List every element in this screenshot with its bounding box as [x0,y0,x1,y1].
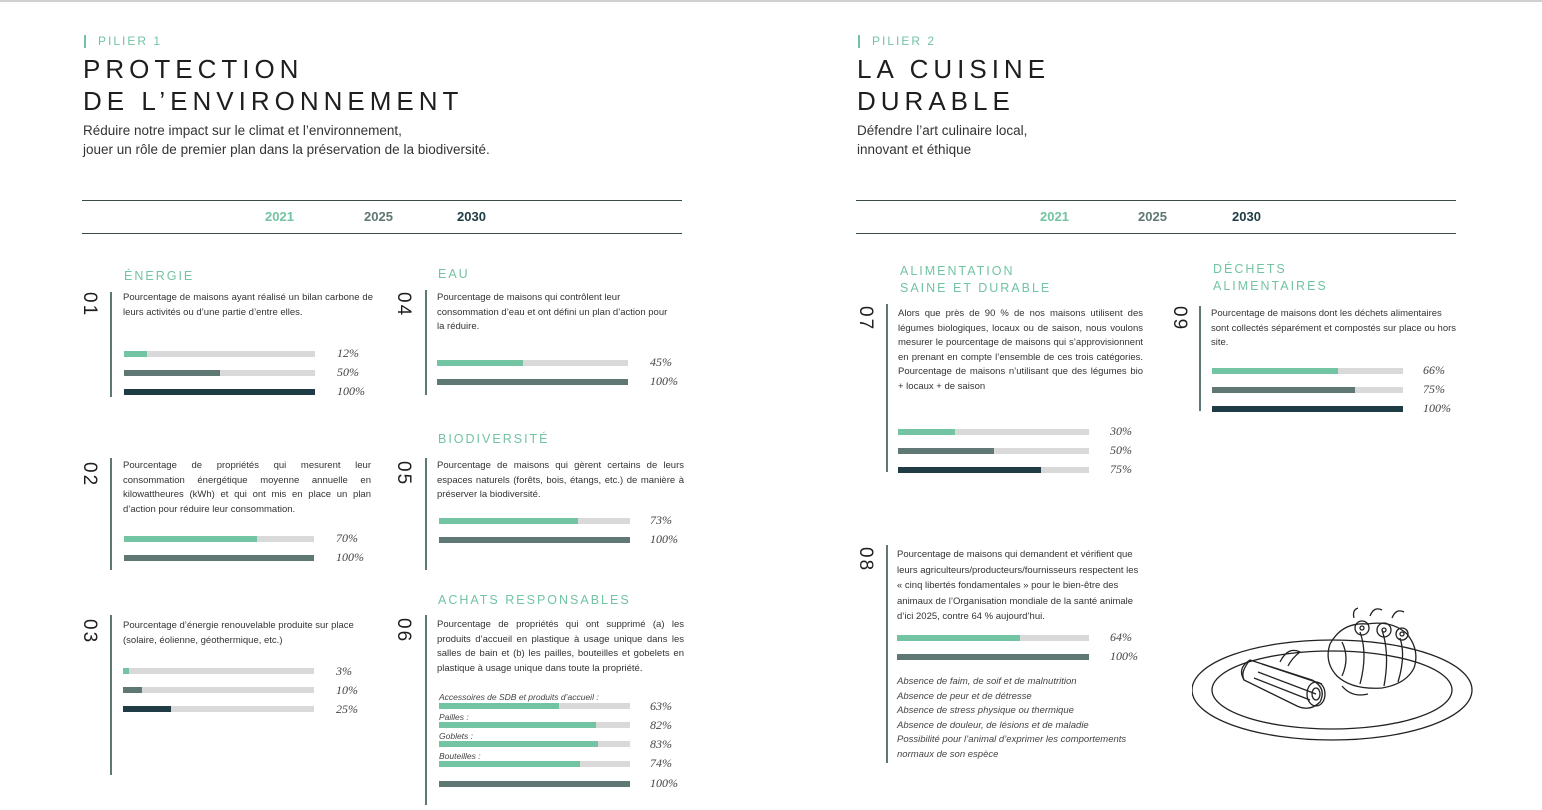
item-07-value-2030: 75% [1110,462,1132,476]
bar-fill [439,518,578,524]
item-08-bar-2025 [897,654,1089,660]
item-05-rule [425,458,427,570]
section-line: ALIMENTAIRES [1213,279,1328,293]
freedom-item: normaux de son espèce [897,748,999,760]
item-number-04: 04 [393,292,414,318]
item-number-07: 07 [855,306,876,332]
section-biodiversite: BIODIVERSITÉ [438,432,550,446]
bar-fill [123,687,142,693]
item-number-08: 08 [855,547,876,573]
section-line: ALIMENTATION [900,264,1015,278]
item-07-bar-2025 [898,448,1089,454]
item-06-bar-goblets [439,741,630,747]
pillar1-title [83,53,463,117]
item-09-value-2030: 100% [1423,401,1451,415]
item-06-caption-goblets: Goblets : [439,731,474,741]
five-freedoms-list [897,675,1147,762]
item-06-value-pailles: 82% [650,718,672,732]
item-07-rule [886,304,888,472]
item-04-value-2021: 45% [650,355,672,369]
item-06-bar-bouteilles [439,761,630,767]
item-08-description: Pourcentage de maisons qui demandent et vérifient que leurs agriculteurs/producteurs/fournisseurs respectent les « cinq libertés fondamentales » pour le bien-être des animaux de l’Organisation mondiale de la santé animale d’ici 2025, contre 64 % aujourd’hui. [897,549,1139,622]
item-05-description: Pourcentage de maisons qui gèrent certains de leurs espaces naturels (forêts, bois, étangs, etc.) de manière à préserver la biodiversité. [437,460,684,500]
item-08-value-2025: 100% [1110,649,1138,663]
item-07-value-2021: 30% [1110,424,1132,438]
item-09-value-2025: 75% [1423,382,1445,396]
item-04-description: Pourcentage de maisons qui contrôlent leur consommation d’eau et ont défini un plan d’action pour la réduire. [437,292,668,332]
pillar2-title-line: LA CUISINE [857,54,1051,84]
year-2021-label: 2021 [265,209,294,224]
bar-fill [898,429,955,435]
year-2025-label: 2025 [364,209,393,224]
section-line: SAINE ET DURABLE [900,281,1052,295]
item-03-value-2030: 25% [336,702,358,716]
item-09-bar-2021 [1212,368,1403,374]
item-03-rule [110,615,112,775]
item-09-description: Pourcentage de maisons dont les déchets alimentaires sont collectés séparément et compostés sur place ou hors site. [1211,308,1457,348]
item-02-bar-2021 [124,536,314,542]
pillar1-subtitle [83,121,490,159]
item-number-09: 09 [1169,306,1190,332]
item-06-bar-accessoires [439,703,630,709]
bar-fill [437,379,628,385]
year-2025-label: 2025 [1138,209,1167,224]
bar-fill [124,389,315,395]
item-06-caption-bouteilles: Bouteilles : [439,751,481,761]
item-01-bar-2021 [124,351,315,357]
bar-fill [439,703,559,709]
pillar1-subtitle-line: Réduire notre impact sur le climat et l’environnement, [83,123,402,138]
bar-fill [439,761,580,767]
pillar2-title-line: DURABLE [857,86,1015,116]
item-03-value-2025: 10% [336,683,358,697]
item-06-rule [425,615,427,805]
item-04-bar-2025 [437,379,628,385]
item-06-value-bouteilles: 74% [650,756,672,770]
item-08-rule [886,545,888,763]
year-2021-label: 2021 [1040,209,1069,224]
item-02-value-2025: 100% [336,550,364,564]
bar-fill [439,741,598,747]
item-02-value-2021: 70% [336,531,358,545]
section-line: DÉCHETS [1213,262,1287,276]
item-number-01: 01 [79,292,100,318]
item-number-05: 05 [393,461,414,487]
item-07-value-2025: 50% [1110,443,1132,457]
pillar2-subtitle-line: Défendre l’art culinaire local, [857,123,1028,138]
item-06-value-goblets: 83% [650,737,672,751]
bar-fill [897,635,1020,641]
item-06-description: Pourcentage de propriétés qui ont supprimé (a) les produits d’accueil en plastique à usage unique dans les salles de bain et (b) les pailles, bouteilles et gobelets en plastique à usage unique dans toute la propriété. [437,619,684,674]
item-01-value-2025: 50% [337,365,359,379]
item-02-description: Pourcentage de propriétés qui mesurent leur consommation énergétique moyenne annuelle en kilowattheures (kWh) et qui ont mis en place un plan d’action pour réduire leur consommation. [123,460,371,515]
freedom-item: Absence de faim, de soif et de malnutrition [897,676,1077,687]
pillar1-year-legend [82,200,682,234]
pillar2-subtitle-line: innovant et éthique [857,142,972,157]
item-09-bar-2030 [1212,406,1403,412]
bar-fill [1212,368,1338,374]
pillar2-kicker: PILIER 2 [858,35,936,48]
item-04-bar-2021 [437,360,628,366]
bar-fill [123,668,129,674]
item-03-bar-2025 [123,687,314,693]
section-achats-responsables: ACHATS RESPONSABLES [438,593,631,607]
bar-fill [897,654,1089,660]
item-03-value-2021: 3% [336,664,352,678]
item-number-06: 06 [393,618,414,644]
item-06-caption-accessoires: Accessoires de SDB et produits d’accueil : [439,692,599,702]
item-01-value-2030: 100% [337,384,365,398]
section-dechets [1213,261,1328,295]
plate-illustration-icon [1192,602,1477,742]
section-alimentation [900,263,1051,297]
item-06-caption-pailles: Pailles : [439,712,469,722]
bar-fill [123,706,171,712]
item-04-value-2025: 100% [650,374,678,388]
year-2030-label: 2030 [457,209,486,224]
item-04-rule [425,290,427,395]
pillar1-title-line: DE L’ENVIRONNEMENT [83,86,464,116]
pillar1-title-line: PROTECTION [83,54,304,84]
item-06-value-2025: 100% [650,776,678,790]
bar-fill [439,781,630,787]
bar-fill [1212,406,1403,412]
bar-fill [898,448,994,454]
item-06-bar-2025 [439,781,630,787]
bar-fill [437,360,523,366]
item-01-description: Pourcentage de maisons ayant réalisé un bilan carbone de leurs activités ou d’une partie d’entre elles. [123,292,373,318]
item-05-value-2025: 100% [650,532,678,546]
item-03-bar-2030 [123,706,314,712]
item-02-rule [110,458,112,570]
pillar1-kicker: PILIER 1 [84,35,162,48]
bar-fill [1212,387,1355,393]
pillar2-year-legend [856,200,1456,234]
item-07-bar-2021 [898,429,1089,435]
bar-fill [439,537,630,543]
freedom-item: Absence de peur et de détresse [897,690,1032,702]
section-eau: EAU [438,267,470,281]
bar-fill [124,370,220,376]
item-03-bar-2021 [123,668,314,674]
freedom-item: Absence de douleur, de lésions et de maladie [897,719,1089,731]
item-08-value-2021: 64% [1110,630,1132,644]
freedom-item: Absence de stress physique ou thermique [897,705,1074,716]
item-06-value-accessoires: 63% [650,699,672,713]
item-05-bar-2021 [439,518,630,524]
bar-fill [439,722,596,728]
year-2030-label: 2030 [1232,209,1261,224]
item-01-bar-2025 [124,370,315,376]
bar-fill [124,536,257,542]
item-01-rule [110,292,112,397]
bar-fill [124,351,147,357]
bar-fill [124,555,314,561]
item-06-bar-pailles [439,722,630,728]
item-07-description: Alors que près de 90 % de nos maisons utilisent des légumes biologiques, locaux ou de saison, nous voulons mesurer le pourcentage de maisons qui s’approvisionnent en prenant en compte l’ensemble de ces trois catégories. Pourcentage de maisons n’utilisant que des légumes bio + locaux + de saison [898,308,1143,392]
item-number-02: 02 [79,462,100,488]
bar-fill [898,467,1041,473]
item-number-03: 03 [79,619,100,645]
item-01-bar-2030 [124,389,315,395]
item-08-bar-2021 [897,635,1089,641]
pillar2-title [857,53,1050,117]
item-03-description: Pourcentage d’énergie renouvelable produite sur place (solaire, éolienne, géothermique, etc.) [123,620,354,646]
item-09-rule [1199,306,1201,411]
item-01-value-2021: 12% [337,346,359,360]
item-09-bar-2025 [1212,387,1403,393]
pillar1-subtitle-line: jouer un rôle de premier plan dans la préservation de la biodiversité. [83,142,490,157]
item-05-value-2021: 73% [650,513,672,527]
item-02-bar-2025 [124,555,314,561]
pillar2-subtitle [857,121,1027,159]
freedom-item: Possibilité pour l’animal d’exprimer les comportements [897,734,1127,745]
item-09-value-2021: 66% [1423,363,1445,377]
item-05-bar-2025 [439,537,630,543]
top-border [0,0,1542,2]
section-energie: ÉNERGIE [124,269,195,283]
item-07-bar-2030 [898,467,1089,473]
